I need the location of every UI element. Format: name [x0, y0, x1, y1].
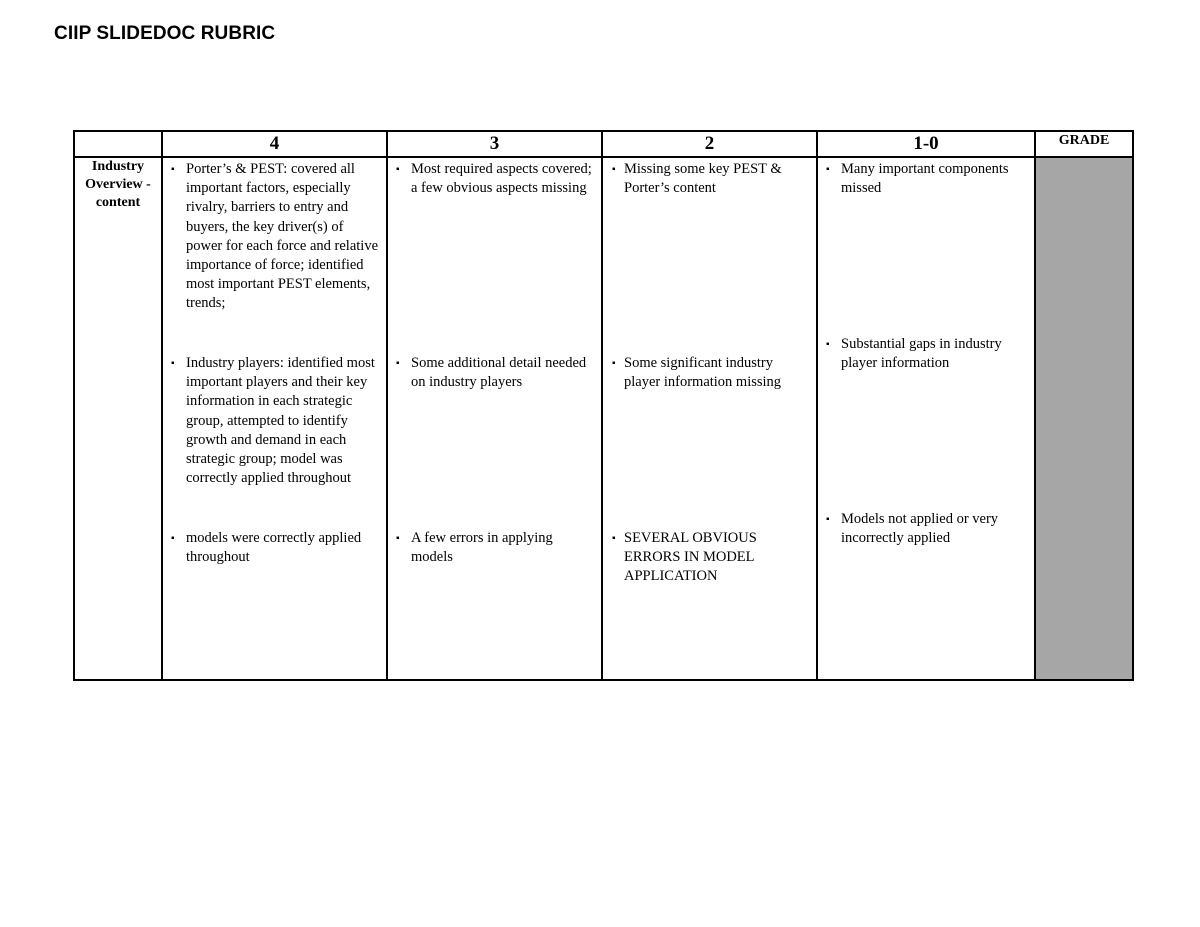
bullet-icon: ▪ [612, 533, 616, 544]
rubric-row-industry-overview [74, 157, 1133, 680]
criterion-item [612, 160, 812, 198]
header-blank [74, 131, 162, 157]
header-row [74, 131, 1133, 157]
criterion-item [396, 354, 597, 392]
document-title: CIIP SLIDEDOC RUBRIC [54, 23, 276, 44]
cell-level-1-0 [817, 157, 1035, 680]
criterion-text: Some additional detail needed on industry players [411, 355, 587, 391]
rubric-table [73, 130, 1134, 681]
row-label-industry-overview: Industry Overview - content [74, 157, 162, 680]
criterion-text: SEVERAL OBVIOUS ERRORS IN MODEL APPLICATION [624, 530, 757, 585]
bullet-icon: ▪ [171, 164, 175, 175]
header-grade: GRADE [1035, 131, 1133, 157]
cell-level-3 [387, 157, 602, 680]
criterion-text: Porter’s & PEST: covered all important factors, especially rivalry, barriers to entry and buyers, the key driver(s) of power for each force and relative importance of force; identified most important PEST elements, trends; [186, 161, 379, 312]
bullet-icon: ▪ [612, 358, 616, 369]
criterion-text: Some significant industry player information missing [624, 355, 782, 391]
criterion-item [826, 510, 1030, 548]
cell-level-4 [162, 157, 387, 680]
criterion-text: Most required aspects covered; a few obvious aspects missing [411, 161, 592, 197]
header-level-2: 2 [602, 131, 817, 157]
bullet-icon: ▪ [396, 533, 400, 544]
criterion-text: A few errors in applying models [411, 530, 553, 566]
bullet-icon: ▪ [826, 164, 830, 175]
criterion-item [396, 160, 597, 198]
bullet-icon: ▪ [826, 514, 830, 525]
criterion-item [396, 529, 597, 567]
bullet-icon: ▪ [396, 164, 400, 175]
criterion-text: Industry players: identified most important players and their key information in each strategic group, attempted to identify growth and demand in each strategic group; model was correctly applied throughout [186, 355, 375, 487]
criterion-item [171, 529, 382, 567]
criterion-item [612, 354, 812, 392]
bullet-icon: ▪ [396, 358, 400, 369]
criterion-text: Missing some key PEST & Porter’s content [624, 161, 782, 197]
bullet-icon: ▪ [171, 533, 175, 544]
criterion-item [826, 335, 1030, 373]
bullet-icon: ▪ [171, 358, 175, 369]
criterion-text: Substantial gaps in industry player information [841, 336, 1002, 372]
criterion-item [171, 354, 382, 488]
header-level-1-0: 1-0 [817, 131, 1035, 157]
criterion-text: Models not applied or very incorrectly applied [841, 511, 999, 547]
criterion-text: models were correctly applied throughout [186, 530, 362, 566]
criterion-item [612, 529, 812, 587]
header-level-4: 4 [162, 131, 387, 157]
grade-cell [1035, 157, 1133, 680]
bullet-icon: ▪ [826, 339, 830, 350]
bullet-icon: ▪ [612, 164, 616, 175]
cell-level-2 [602, 157, 817, 680]
header-level-3: 3 [387, 131, 602, 157]
criterion-text: Many important components missed [841, 161, 1009, 197]
criterion-item [826, 160, 1030, 198]
criterion-item [171, 160, 382, 314]
